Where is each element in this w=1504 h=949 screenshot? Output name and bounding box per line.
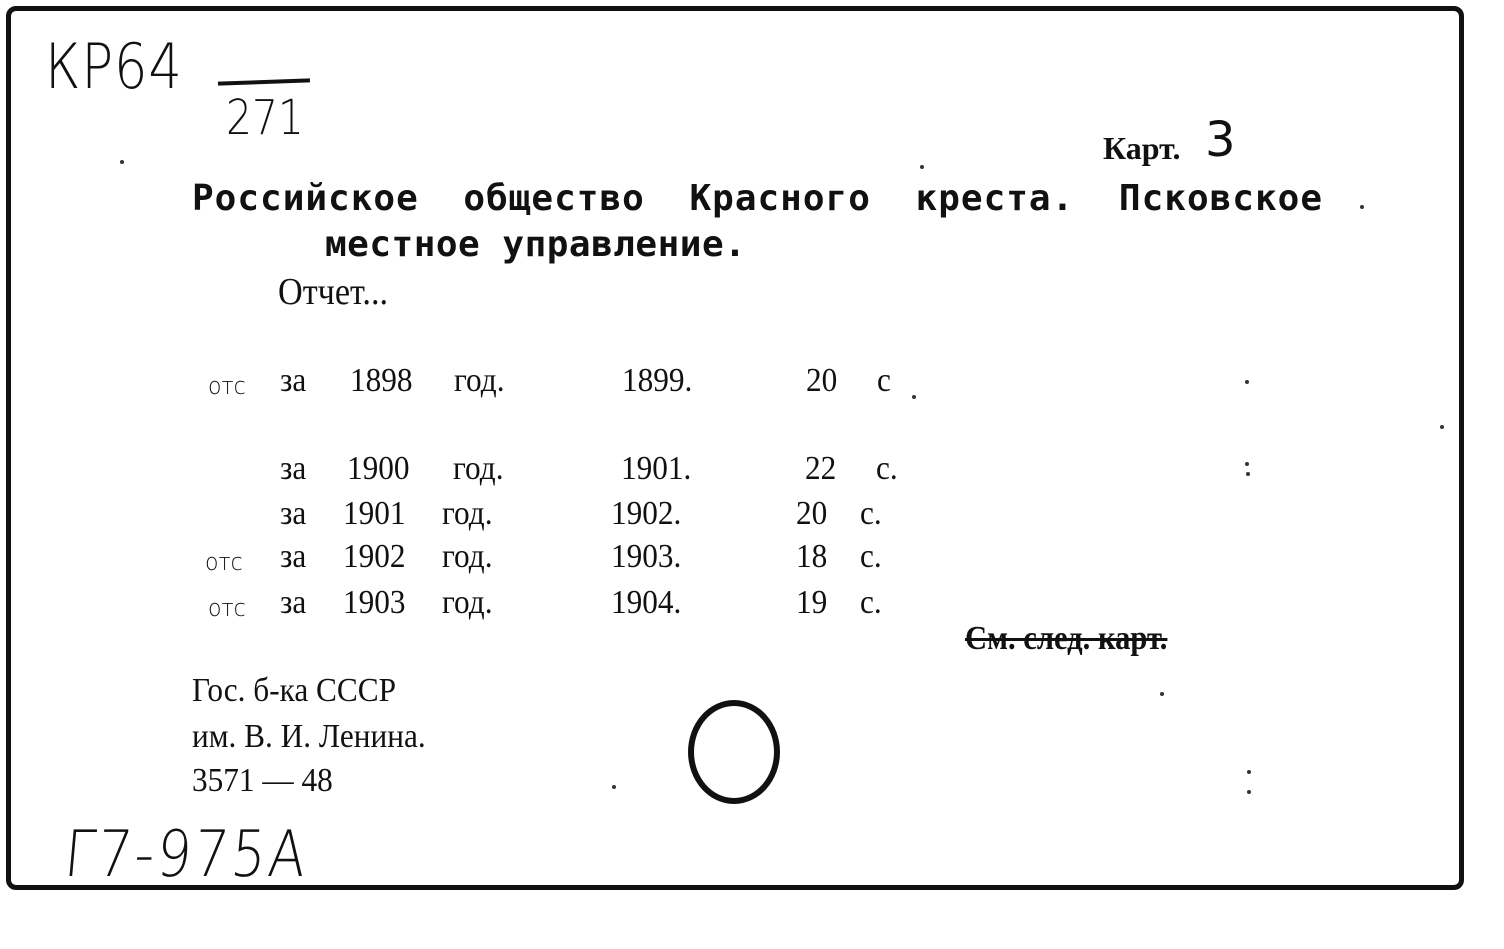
entry-mark: отс bbox=[205, 548, 243, 576]
shelf-mark-top: КР64 bbox=[45, 30, 183, 103]
entry-year: 1901 bbox=[343, 495, 406, 532]
imprint-line-2: им. В. И. Ленина. bbox=[192, 718, 426, 755]
entry-pages: 20 bbox=[796, 495, 828, 532]
entry-pages-unit: с bbox=[877, 362, 891, 399]
entry-mark: отс bbox=[208, 594, 246, 622]
entry-prefix: за bbox=[280, 450, 307, 487]
title-line-1: Российское общество Красного креста. Псковское bbox=[192, 178, 1323, 219]
entry-pages: 19 bbox=[796, 584, 828, 621]
entry-mark: отс bbox=[208, 372, 246, 400]
entry-prefix: за bbox=[280, 362, 307, 399]
speck bbox=[1440, 425, 1444, 429]
speck bbox=[1160, 692, 1164, 696]
speck bbox=[612, 785, 616, 789]
entry-unit: год. bbox=[454, 362, 505, 399]
speck bbox=[920, 165, 924, 169]
entry-pub-year: 1904. bbox=[611, 584, 682, 621]
see-next-card-struck: См. след. карт. bbox=[965, 620, 1168, 657]
entry-pages: 18 bbox=[796, 538, 828, 575]
entry-year: 1902 bbox=[343, 538, 406, 575]
entry-pages: 22 bbox=[805, 450, 837, 487]
entry-pages-unit: с. bbox=[876, 450, 898, 487]
shelf-mark-bottom: 271 bbox=[226, 90, 304, 146]
imprint-line-1: Гос. б-ка СССР bbox=[192, 672, 397, 709]
entry-pages-unit: с. bbox=[860, 538, 882, 575]
entry-pub-year: 1902. bbox=[611, 495, 682, 532]
speck bbox=[1247, 790, 1251, 794]
entry-unit: год. bbox=[442, 538, 493, 575]
call-number-handwritten: Г7-975А bbox=[61, 818, 312, 892]
card-number-handwritten: 3 bbox=[1205, 112, 1236, 168]
entry-pub-year: 1903. bbox=[611, 538, 682, 575]
entry-year: 1900 bbox=[347, 450, 410, 487]
entry-pages: 20 bbox=[806, 362, 838, 399]
entry-pages-unit: с. bbox=[860, 584, 882, 621]
entry-prefix: за bbox=[280, 495, 307, 532]
entry-year: 1898 bbox=[350, 362, 413, 399]
speck bbox=[1246, 472, 1250, 476]
speck bbox=[1245, 462, 1249, 466]
entry-prefix: за bbox=[280, 538, 307, 575]
entry-pub-year: 1899. bbox=[622, 362, 693, 399]
title-line-2: местное управление. bbox=[325, 224, 747, 265]
imprint-line-3: 3571 — 48 bbox=[192, 762, 333, 799]
subtitle: Отчет... bbox=[278, 271, 389, 313]
entry-pages-unit: с. bbox=[860, 495, 882, 532]
entry-pub-year: 1901. bbox=[621, 450, 692, 487]
punch-hole bbox=[688, 700, 780, 804]
speck bbox=[1360, 205, 1364, 209]
card-number-label: Карт. bbox=[1103, 130, 1181, 166]
speck bbox=[912, 395, 916, 399]
entry-year: 1903 bbox=[343, 584, 406, 621]
speck bbox=[120, 160, 124, 164]
entry-unit: год. bbox=[442, 584, 493, 621]
entry-prefix: за bbox=[280, 584, 307, 621]
entry-unit: год. bbox=[442, 495, 493, 532]
speck bbox=[1245, 380, 1249, 384]
speck bbox=[1247, 770, 1251, 774]
entry-unit: год. bbox=[453, 450, 504, 487]
